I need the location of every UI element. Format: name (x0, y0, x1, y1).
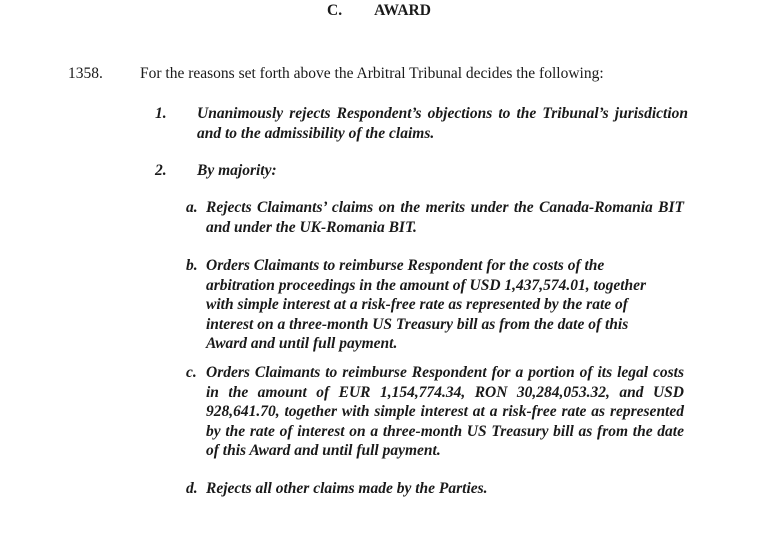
decision-marker: a. (186, 199, 198, 216)
decision-item-1 (155, 104, 688, 143)
decision-item-b (186, 256, 663, 354)
decision-marker: 1. (155, 105, 167, 122)
decision-item-d (186, 479, 488, 499)
decision-text: By majority: (197, 162, 277, 179)
decision-item-c (186, 363, 684, 461)
decision-item-a (186, 198, 684, 237)
decision-item-2 (155, 161, 277, 181)
paragraph-number: 1358. (68, 65, 103, 82)
section-number: C. (327, 2, 343, 19)
decision-text: Rejects all other claims made by the Parties. (206, 480, 488, 497)
paragraph-1358 (68, 64, 604, 84)
decision-text: Unanimously rejects Respondent’s objections to the Tribunal’s jurisdiction and to the admissibility of the claims. (197, 105, 688, 142)
decision-text: Orders Claimants to reimburse Respondent for a portion of its legal costs in the amount of EUR 1,154,774.34, RON 30,284,053.32, and USD 928,641.70, together with simple interest at a risk-free rate as represented by the rate of interest on a three-month US Treasury bill as from the date of this Award and until full payment. (206, 364, 684, 459)
decision-text: Orders Claimants to reimburse Respondent for the costs of the arbitration proceedings in the amount of USD 1,437,574.01, together with simple interest at a risk-free rate as represented by the rate of interest on a three-month US Treasury bill as from the date of this Award and until full payment. (206, 257, 647, 352)
decision-marker: c. (186, 364, 197, 381)
decision-marker: d. (186, 480, 198, 497)
paragraph-text: For the reasons set forth above the Arbitral Tribunal decides the following: (140, 65, 604, 82)
decision-marker: 2. (155, 162, 167, 179)
section-title: AWARD (374, 2, 431, 19)
decision-text: Rejects Claimants’ claims on the merits under the Canada-Romania BIT and under the UK-Romania BIT. (206, 199, 684, 236)
decision-marker: b. (186, 257, 198, 274)
section-heading (327, 1, 431, 21)
